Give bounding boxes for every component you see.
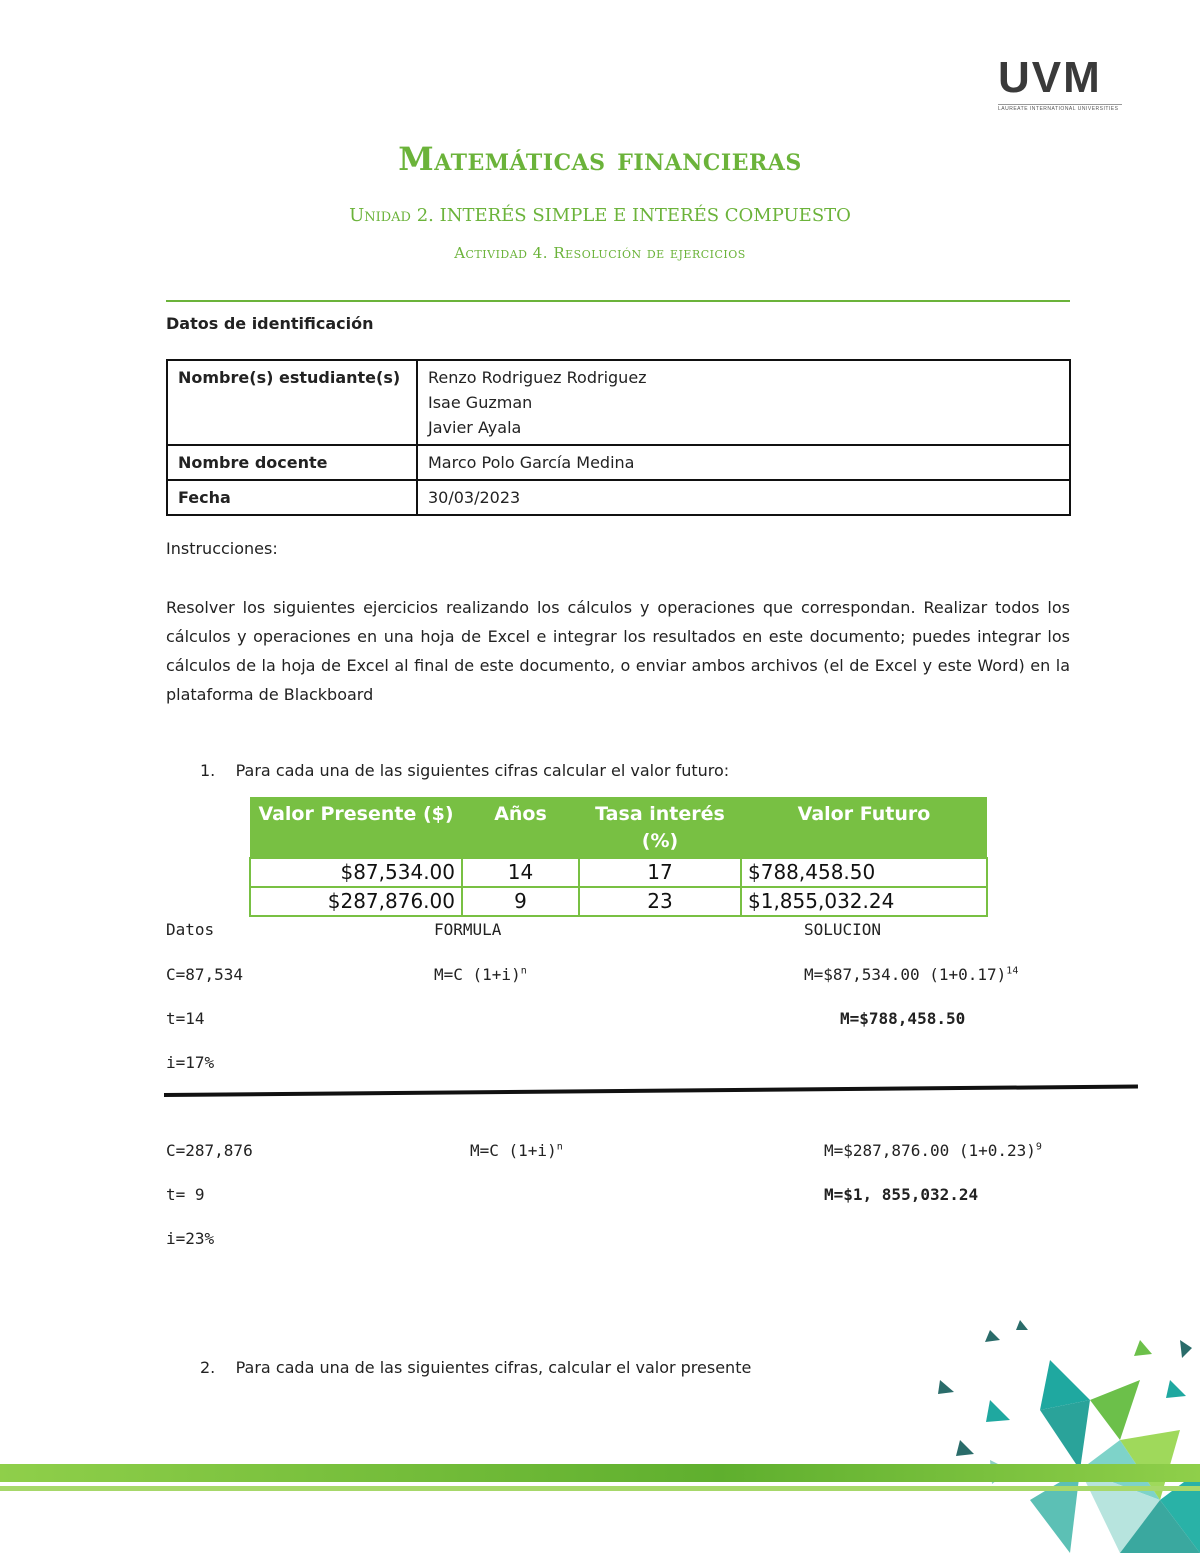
years-cell: 9 (462, 887, 579, 916)
date-key: Fecha (167, 480, 417, 515)
future-value-table (249, 797, 988, 917)
header-rate: Tasa interés (%) (579, 797, 741, 858)
future-value-cell: $788,458.50 (741, 858, 987, 887)
header-years: Años (462, 797, 579, 858)
rate-value: i=17% (166, 1053, 215, 1072)
present-value-cell: $87,534.00 (250, 858, 462, 887)
section-divider (164, 1085, 1138, 1097)
question-2 (200, 1358, 751, 1377)
identification-table (166, 359, 1071, 516)
uvm-logo (998, 53, 1122, 112)
question-text: Para cada una de las siguientes cifras, calcular el valor presente (235, 1358, 752, 1377)
title-divider (166, 300, 1070, 302)
question-text: Para cada una de las siguientes cifras calcular el valor futuro: (235, 761, 730, 780)
present-value-cell: $287,876.00 (250, 887, 462, 916)
header-present-value: Valor Presente ($) (250, 797, 462, 858)
solution-expression: M=$287,876.00 $(1+0.23)^9$ (824, 1141, 1042, 1160)
future-value-cell: $1,855,032.24 (741, 887, 987, 916)
rate-cell: 23 (579, 887, 741, 916)
table-row (250, 887, 987, 916)
document-title: Matemáticas financieras (398, 140, 802, 178)
formula: M=C $(1+i)^n$ (470, 1141, 563, 1160)
question-number: 2. (200, 1358, 216, 1377)
footer-bar-thin (0, 1486, 1200, 1491)
formula-label: FORMULA (434, 920, 502, 939)
activity-title: Actividad 4. Resolución de ejercicios (454, 244, 746, 262)
solution-result: M=$1, 855,032.24 (824, 1185, 979, 1204)
rate-cell: 17 (579, 858, 741, 887)
students-key: Nombre(s) estudiante(s) (167, 360, 417, 445)
teacher-key: Nombre docente (167, 445, 417, 480)
table-row (167, 360, 1070, 445)
student-name: Isae Guzman (428, 393, 533, 412)
table-row (167, 445, 1070, 480)
polygon-decoration (930, 1320, 1200, 1553)
solucion-label: SOLUCION (804, 920, 882, 939)
capital-value: C=287,876 (166, 1141, 253, 1160)
question-1 (200, 761, 729, 780)
datos-label: Datos (166, 920, 215, 939)
formula: M=C $(1+i)^n$ (434, 965, 527, 984)
time-value: t= 9 (166, 1185, 205, 1204)
unit-title: Unidad 2. INTERÉS SIMPLE E INTERÉS COMPUESTO (349, 205, 851, 226)
solution-expression: M=$87,534.00 $(1+0.17)^{14}$ (804, 965, 1019, 984)
time-value: t=14 (166, 1009, 205, 1028)
instructions-label: Instrucciones: (166, 539, 278, 558)
student-name: Javier Ayala (428, 418, 522, 437)
logo-tagline: LAUREATE INTERNATIONAL UNIVERSITIES (998, 104, 1122, 112)
teacher-value: Marco Polo García Medina (417, 445, 1070, 480)
ident-label: Datos de identificación (166, 314, 374, 333)
students-values (417, 360, 1070, 445)
table-header-row (250, 797, 987, 858)
student-name: Renzo Rodriguez Rodriguez (428, 368, 647, 387)
logo-letters: UVM (998, 53, 1102, 102)
rate-value: i=23% (166, 1229, 215, 1248)
date-value: 30/03/2023 (417, 480, 1070, 515)
table-row (250, 858, 987, 887)
footer-bar (0, 1464, 1200, 1482)
years-cell: 14 (462, 858, 579, 887)
solution-result: M=$788,458.50 (840, 1009, 966, 1028)
capital-value: C=87,534 (166, 965, 244, 984)
question-number: 1. (200, 761, 216, 780)
instructions-body: Resolver los siguientes ejercicios realizando los cálculos y operaciones que correspondan. Realizar todos los cálculos y operaciones en una hoja de Excel e integrar los resultados en este documento; puedes integrar los cálculos de la hoja de Excel al final de este documento, o enviar ambos archivos (el de Excel y este Word) en la plataforma de Blackboard (166, 598, 1070, 704)
header-future-value: Valor Futuro (741, 797, 987, 858)
table-row (167, 480, 1070, 515)
